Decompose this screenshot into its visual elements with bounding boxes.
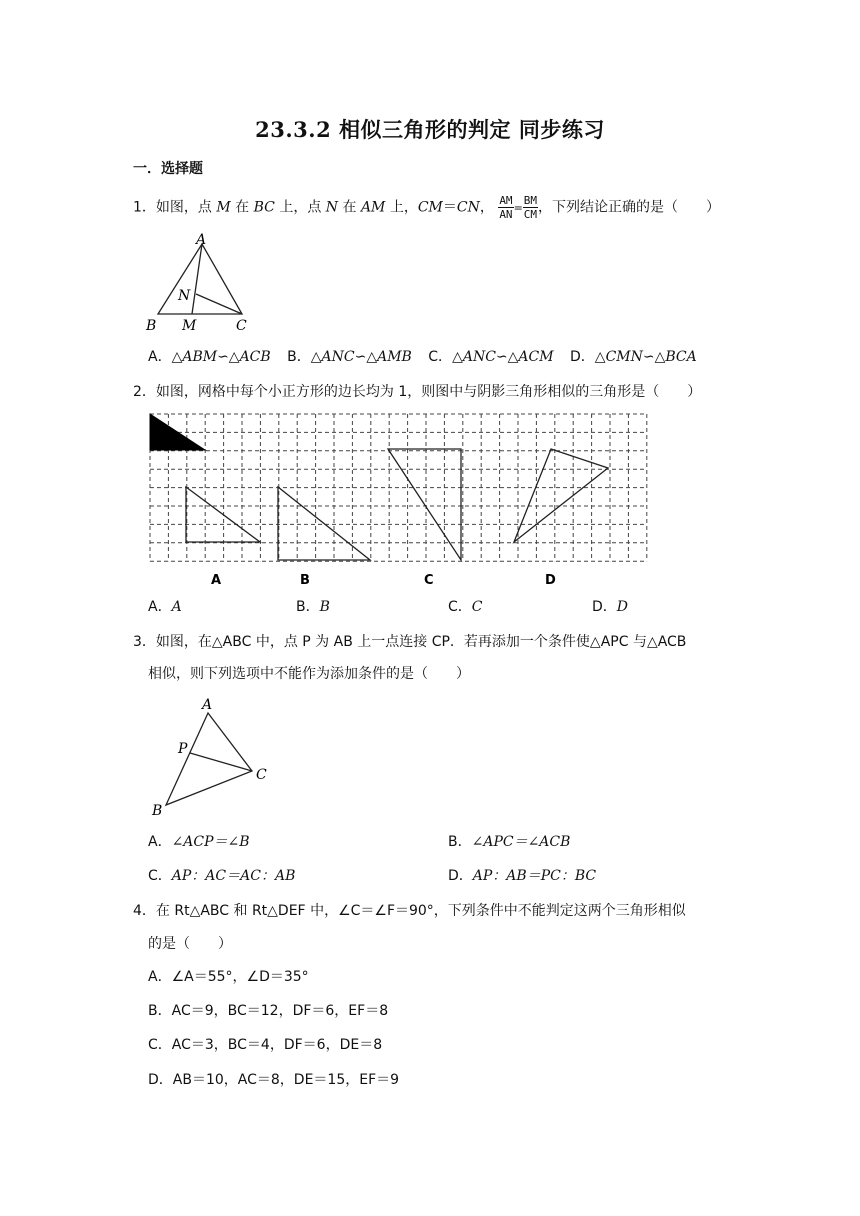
triangle-d: [514, 449, 608, 542]
section-heading: 一．选择题: [133, 161, 203, 177]
option-b[interactable]: B．B: [296, 599, 330, 615]
grid-label-c: C: [424, 573, 434, 588]
question-1-figure: [140, 232, 260, 337]
question-2-grid-figure: [148, 412, 648, 592]
option-c[interactable]: C．△ANC∽△ACM: [428, 349, 554, 365]
option-c[interactable]: C．C: [448, 599, 483, 615]
fig3-label-b: B: [152, 803, 163, 819]
option-b[interactable]: B．∠APC＝∠ACB: [448, 834, 571, 850]
fig1-label-c: C: [236, 318, 247, 334]
option-d[interactable]: D．△CMN∽△BCA: [570, 349, 697, 365]
fig3-label-a: A: [202, 697, 213, 713]
option-a[interactable]: A．△ABM∽△ACB: [148, 349, 271, 365]
option-a[interactable]: A．∠ACP＝∠B: [148, 834, 250, 850]
question-4-option-c[interactable]: C．AC＝3，BC＝4，DF＝6，DE＝8: [148, 1037, 383, 1053]
question-3-stem-line-2: 相似，则下列选项中不能作为添加条件的是（ ）: [148, 666, 470, 682]
fraction-bm-cm: $\frac{BM}{CM}$: [523, 194, 538, 221]
triangle-a: [186, 487, 260, 542]
fig1-label-b: B: [146, 318, 157, 334]
option-d[interactable]: D．AP：AB＝PC：BC: [448, 868, 597, 884]
question-4-option-d[interactable]: D．AB＝10，AC＝8，DE＝15，EF＝9: [148, 1072, 400, 1088]
option-b[interactable]: B．△ANC∽△AMB: [287, 349, 412, 365]
fraction-am-an: $\frac{AM}{AN}$: [499, 194, 513, 221]
fig1-label-m: M: [182, 318, 197, 334]
option-c[interactable]: C．AP：AC＝AC：AB: [148, 868, 296, 884]
question-1-options: [148, 347, 748, 367]
question-4-option-a[interactable]: A．∠A＝55°，∠D＝35°: [148, 969, 309, 985]
fig1-label-n: N: [178, 288, 191, 304]
question-2-stem: 2．如图，网格中每个小正方形的边长均为 1，则图中与阴影三角形相似的三角形是（ ）: [133, 384, 702, 400]
grid-label-d: D: [545, 573, 556, 588]
question-1-stem: 1．如图，点 M 在 BC 上，点 N 在 AM 上，CM＝CN， $\frac{AM}{AN}$ = $\frac{BM}{CM}$ ，下列结论正确的是（ ）: [133, 194, 721, 221]
question-4-stem-line-1: 4．在 Rt△ABC 和 Rt△DEF 中，∠C＝∠F＝90°，下列条件中不能判定这两个三角形相似: [133, 903, 686, 919]
question-4-option-b[interactable]: B．AC＝9，BC＝12，DF＝6，EF＝8: [148, 1003, 389, 1019]
fig1-label-a: A: [196, 232, 207, 248]
question-4-stem-line-2: 的是（ ）: [148, 936, 232, 952]
shaded-triangle: [150, 414, 205, 450]
triangle-c: [388, 449, 461, 560]
grid-label-b: B: [300, 573, 310, 588]
triangle-b: [278, 487, 370, 560]
fig3-label-c: C: [256, 767, 267, 783]
page-title: 23.3.2 相似三角形的判定 同步练习: [255, 117, 605, 142]
option-a[interactable]: A．A: [148, 599, 182, 615]
option-d[interactable]: D．D: [592, 599, 629, 615]
grid-label-a: A: [211, 573, 222, 588]
question-3-figure: [148, 695, 278, 820]
fig3-label-p: P: [178, 741, 188, 757]
question-3-stem-line-1: 3．如图，在△ABC 中，点 P 为 AB 上一点连接 CP．若再添加一个条件使△APC 与△ACB: [133, 634, 687, 650]
